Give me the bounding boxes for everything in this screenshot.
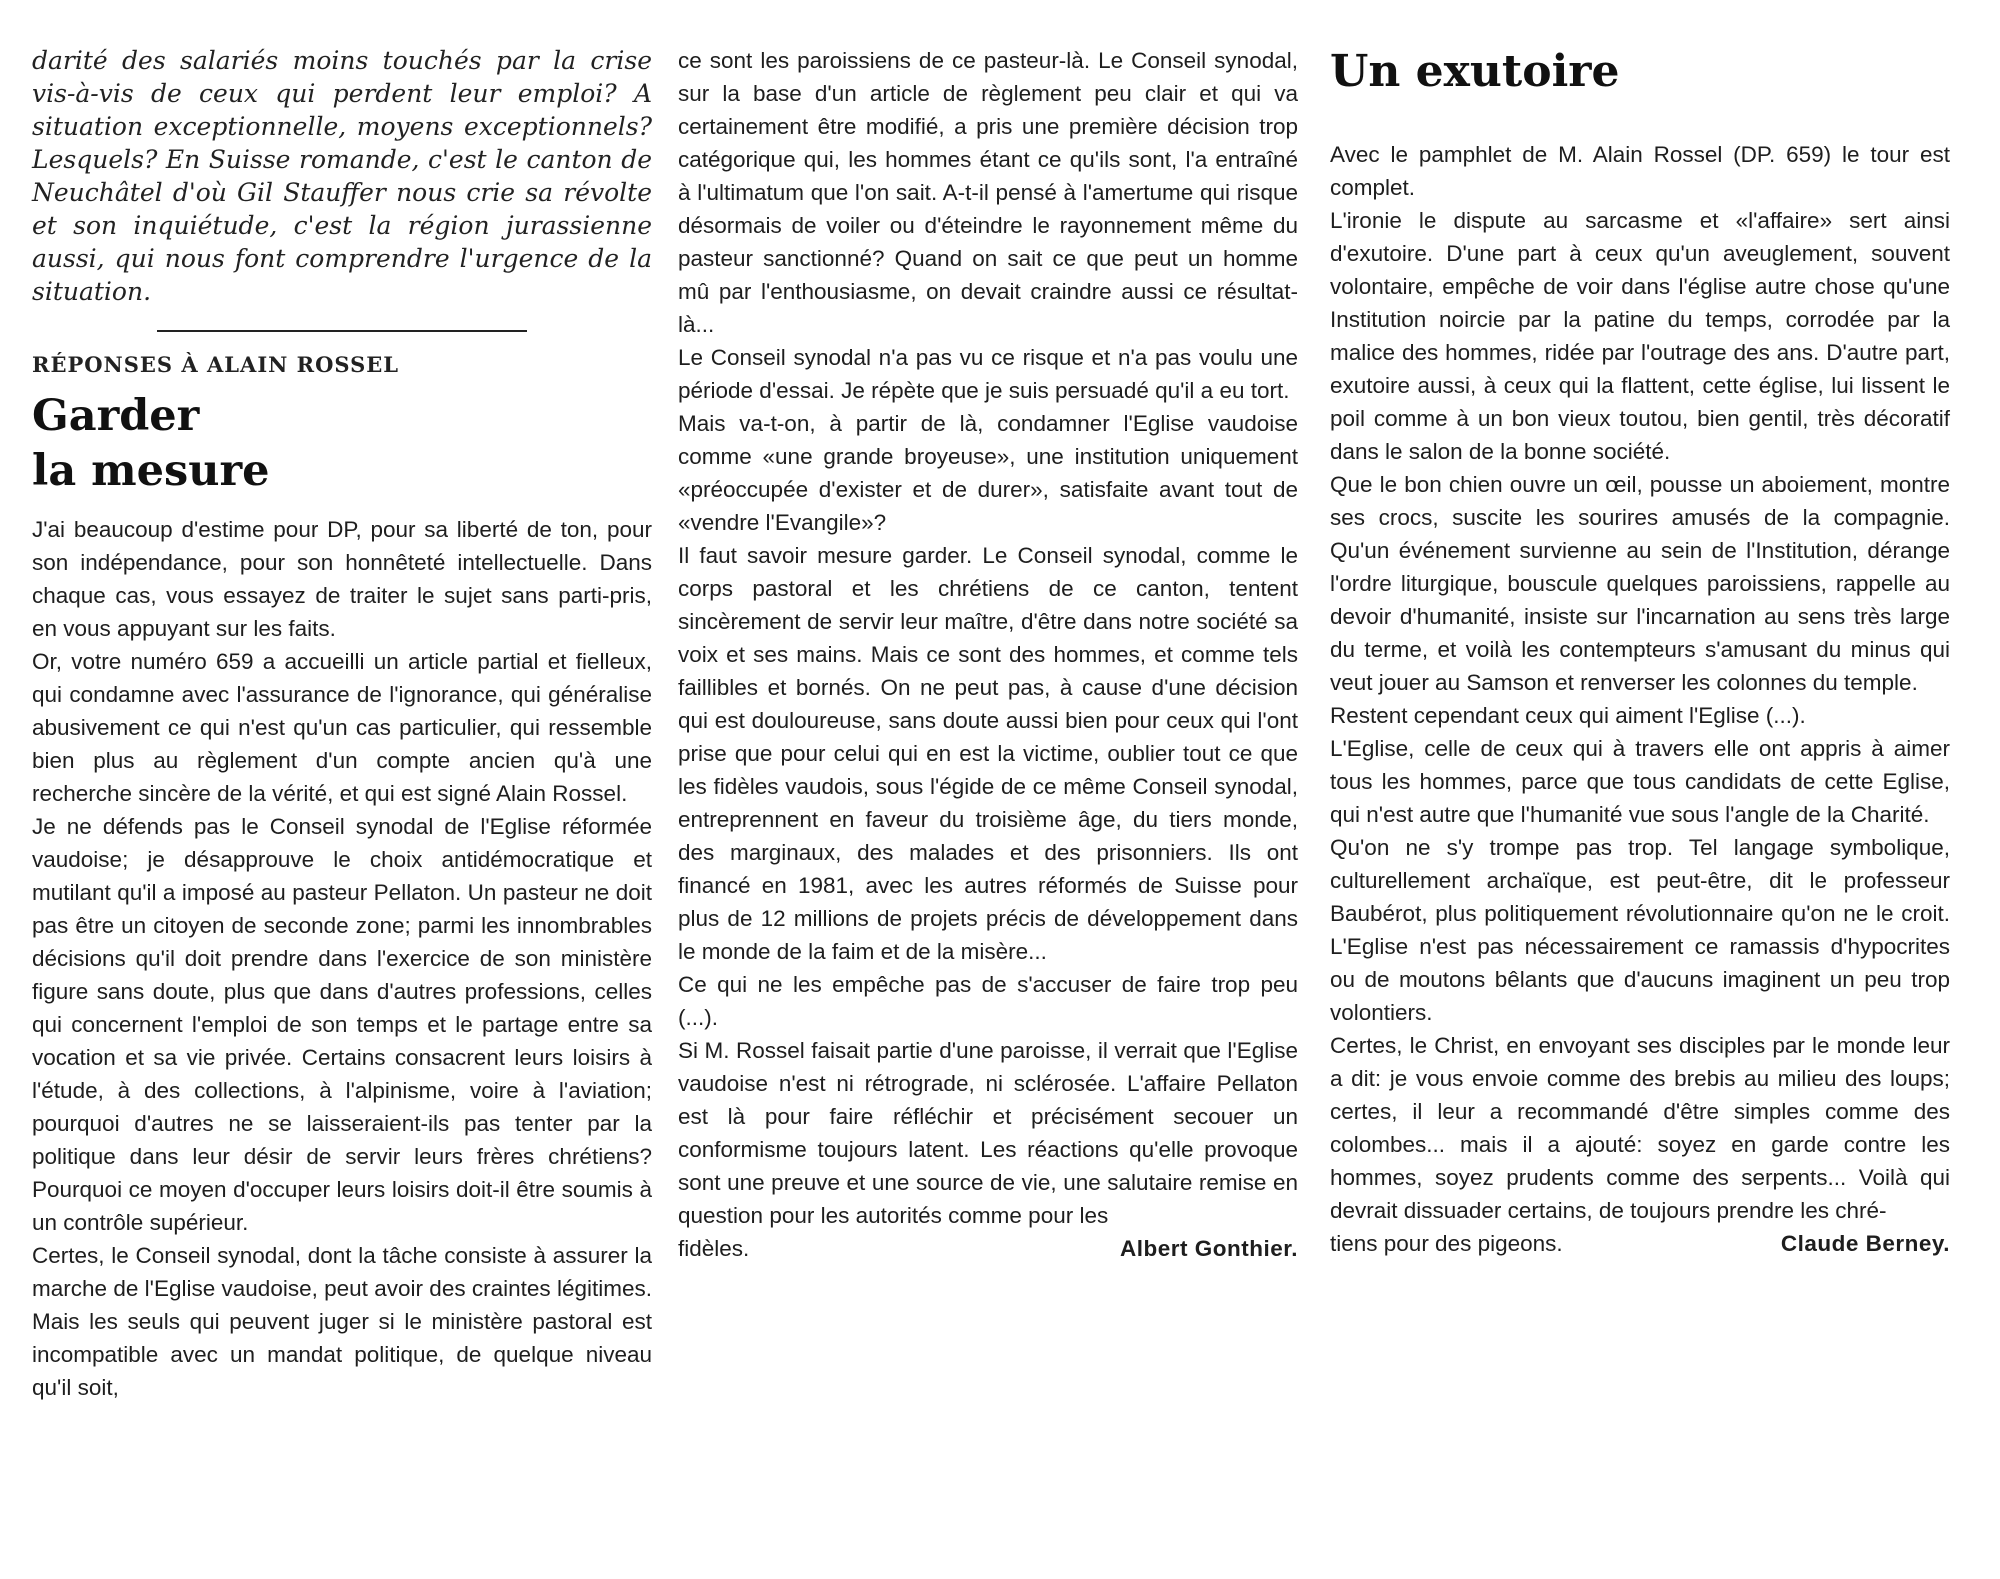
paragraph: Si M. Rossel faisait partie d'une paroisse, il verrait que l'Eglise vaudoise n'est ni rétrograde, ni sclérosée. L'affaire Pellaton est là pour faire réfléchir et précisément secouer un conformisme toujours latent. Les réactions qu'elle provoque sont une preuve et une source de vie, une salutaire remise en question pour les autorités comme pour les xyxy=(678,1038,1298,1228)
paragraph: Certes, le Christ, en envoyant ses disciples par le monde leur a dit: je vous envoie comme des brebis au milieu des loups; certes, il leur a recommandé d'être simples comme des colombes... mais il a ajouté: soyez en garde contre les hommes, soyez prudents comme des serpents... Voilà qui devrait dissuader certains, de toujours prendre les chré- xyxy=(1330,1033,1950,1223)
article-body-1 xyxy=(32,513,652,1404)
paragraph: L'ironie le dispute au sarcasme et «l'affaire» sert ainsi d'exutoire. D'une part à ceux qu'un aveuglement, souvent volontaire, empêche de voir dans l'église autre chose qu'une Institution noircie par la patine du temps, corrodée par la malice des hommes, ridée par l'outrage des ans. D'autre part, exutoire aussi, à ceux qui la flattent, cette église, lui lissent le poil comme à un bon vieux toutou, bien gentil, très décoratif dans le salon de la bonne société. xyxy=(1330,208,1950,464)
paragraph: Que le bon chien ouvre un œil, pousse un aboiement, montre ses crocs, suscite les sourires amusés de la compagnie. Qu'un événement survienne au sein de l'Institution, dérange l'ordre liturgique, bouscule quelques paroissiens, rappelle au devoir d'humanité, insiste sur l'incarnation au sens très large du terme, et voilà les contempteurs s'amusant du minus qui veut jouer au Samson et renverser les colonnes du temple. xyxy=(1330,472,1950,695)
paragraph: Or, votre numéro 659 a accueilli un article partial et fielleux, qui condamne avec l'assurance de l'ignorance, qui généralise abusivement ce qui n'est qu'un cas particulier, qui ressemble bien plus au règlement d'un compte ancien qu'à une recherche sincère de la vérité, et qui est signé Alain Rossel. xyxy=(32,649,652,806)
article-headline-un-exutoire: Un exutoire xyxy=(1330,46,1620,97)
column-3 xyxy=(1330,0,1950,1260)
paragraph: Je ne défends pas le Conseil synodal de l'Eglise réformée vaudoise; je désapprouve le choix antidémocratique et mutilant qu'il a imposé au pasteur Pellaton. Un pasteur ne doit pas être un citoyen de seconde zone; parmi les innombrables décisions qu'il doit prendre dans l'exercice de son ministère figure sans doute, plus que dans d'autres professions, celles qui concernent l'emploi de son temps et le partage entre sa vocation et sa vie privée. Certains consacrent leurs loisirs à l'étude, à des collections, à l'alpinisme, voire à l'aviation; pourquoi d'autres ne se laisseraient-ils pas tenter par la politique dans leur désir de servir leurs frères chrétiens? Pourquoi ce moyen d'occuper leurs loisirs doit-il être soumis à un contrôle supérieur. xyxy=(32,814,652,1235)
paragraph: Restent cependant ceux qui aiment l'Eglise (...). xyxy=(1330,703,1806,728)
paragraph: Certes, le Conseil synodal, dont la tâche consiste à assurer la marche de l'Eglise vaudoise, peut avoir des craintes légitimes. Mais les seuls qui peuvent juger si le ministère pastoral est incompatible avec un mandat politique, de quelque niveau qu'il soit, xyxy=(32,1243,652,1400)
closing-line xyxy=(1330,1227,1950,1260)
paragraph: Qu'on ne s'y trompe pas trop. Tel langage symbolique, culturellement archaïque, est peut-être, dit le professeur Baubérot, plus politiquement révolutionnaire qu'on ne le croit. L'Eglise n'est pas nécessairement ce ramassis d'hypocrites ou de moutons bêlants que d'aucuns imaginent un peu trop volontiers. xyxy=(1330,835,1950,1025)
paragraph: Mais va-t-on, à partir de là, condamner l'Eglise vaudoise comme «une grande broyeuse», une institution uniquement «préoccupée d'exister et de durer», satisfaite avant tout de «vendre l'Evangile»? xyxy=(678,411,1298,535)
paragraph: Avec le pamphlet de M. Alain Rossel (DP. 659) le tour est complet. xyxy=(1330,142,1950,200)
article-headline-garder-la-mesure xyxy=(32,389,652,499)
paragraph: L'Eglise, celle de ceux qui à travers elle ont appris à aimer tous les hommes, parce que tous candidats de cette Eglise, qui n'est autre que l'humanité vue sous l'angle de la Charité. xyxy=(1330,736,1950,827)
column-1 xyxy=(32,0,652,1404)
article-body-3 xyxy=(1330,138,1950,1260)
closing-line xyxy=(678,1232,1298,1265)
paragraph: J'ai beaucoup d'estime pour DP, pour sa liberté de ton, pour son indépendance, pour son honnêteté intellectuelle. Dans chaque cas, vous essayez de traiter le sujet sans parti-pris, en vous appuyant sur les faits. xyxy=(32,517,652,641)
column-2 xyxy=(678,0,1298,1265)
author-signature: Claude Berney. xyxy=(1780,1231,1950,1256)
paragraph: Ce qui ne les empêche pas de s'accuser de faire trop peu (...). xyxy=(678,972,1298,1030)
headline-line-2: la mesure xyxy=(32,446,270,496)
paragraph: Il faut savoir mesure garder. Le Conseil synodal, comme le corps pastoral et les chrétiens de ce canton, tentent sincèrement de servir leur maître, d'être dans notre société sa voix et ses mains. Mais ce sont des hommes, et comme tels faillibles et bornés. On ne peut pas, à cause d'une décision qui est douloureuse, sans doute aussi bien pour ceux qui l'ont prise que pour celui qui en est la victime, oublier tout ce que les fidèles vaudois, sous l'égide de ce même Conseil synodal, entreprennent en faveur du troisième âge, du tiers monde, des marginaux, des malades et des prisonniers. Ils ont financé en 1981, avec les autres réformés de Suisse pour plus de 12 millions de projets précis de développement dans le monde de la faim et de la misère... xyxy=(678,543,1298,964)
last-line-text: fidèles. xyxy=(678,1236,750,1261)
paragraph: ce sont les paroissiens de ce pasteur-là. Le Conseil synodal, sur la base d'un article de règlement peu clair et qui va certainement être modifié, a pris une première décision trop catégorique qui, les hommes étant ce qu'ils sont, l'a entraîné à l'ultimatum que l'on sait. A-t-il pensé à l'amertume qui risque désormais de voiler ou d'éteindre le rayonnement même du pasteur sanctionné? Quand on sait ce que peut un homme mû par l'enthousiasme, on devait craindre aussi ce résultat-là... xyxy=(678,48,1298,337)
article-body-2 xyxy=(678,44,1298,1265)
headline-line-1: Garder xyxy=(32,391,200,441)
last-line-text: tiens pour des pigeons. xyxy=(1330,1231,1563,1256)
paragraph: Le Conseil synodal n'a pas vu ce risque et n'a pas voulu une période d'essai. Je répète que je suis persuadé qu'il a eu tort. xyxy=(678,345,1298,403)
author-signature: Albert Gonthier. xyxy=(1119,1236,1298,1261)
section-divider xyxy=(157,330,527,332)
intro-italic-paragraph: darité des salariés moins touchés par la crise vis-à-vis de ceux qui perdent leur emploi? A situation exceptionnelle, moyens exceptionnels? Lesquels? En Suisse romande, c'est le canton de Neuchâtel d'où Gil Stauffer nous crie sa révolte et son inquiétude, c'est la région jurassienne aussi, qui nous font comprendre l'urgence de la situation. xyxy=(32,46,652,306)
article-kicker: RÉPONSES À ALAIN ROSSEL xyxy=(32,352,400,377)
